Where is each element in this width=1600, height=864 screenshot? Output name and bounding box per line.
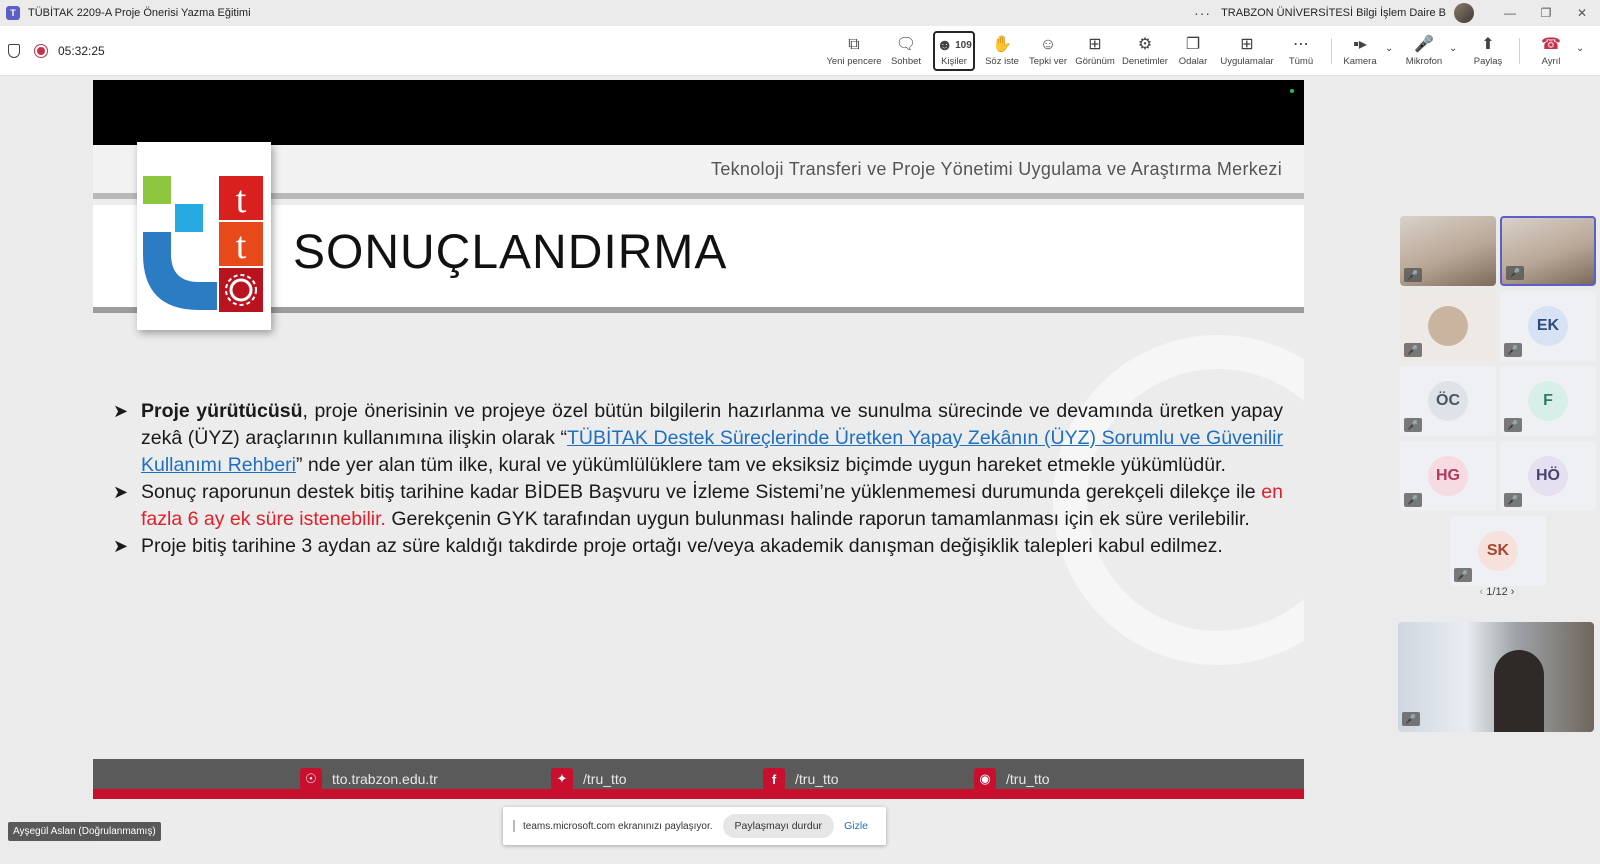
- slide-header-band: [93, 145, 1304, 199]
- participant-initials: HÖ: [1528, 456, 1568, 496]
- drag-handle-icon[interactable]: [513, 820, 515, 832]
- mic-muted-icon: 🎤: [1504, 343, 1522, 357]
- self-video-tile[interactable]: [1398, 622, 1594, 732]
- footer-facebook: f /tru_tto: [763, 768, 839, 790]
- participant-tile[interactable]: [1400, 291, 1496, 361]
- add-app-icon: ⊞: [1240, 35, 1254, 53]
- participant-tile[interactable]: [1450, 516, 1546, 586]
- meeting-timer: 05:32:25: [58, 44, 105, 58]
- participant-initials: EK: [1528, 306, 1568, 346]
- organization-name[interactable]: TRABZON ÜNİVERSİTESİ Bilgi İşlem Daire B: [1221, 7, 1446, 19]
- camera-button[interactable]: ▪▸ Kamera: [1343, 35, 1377, 67]
- close-button[interactable]: ✕: [1576, 6, 1588, 20]
- rooms-button[interactable]: ❐ Odalar: [1178, 35, 1208, 67]
- recording-icon: [34, 44, 48, 58]
- share-screen-icon: ⬆: [1481, 35, 1495, 53]
- mic-options-chevron-icon[interactable]: ⌄: [1449, 43, 1458, 54]
- participant-video-tile[interactable]: [1400, 216, 1496, 286]
- view-button[interactable]: ⊞ Görünüm: [1075, 35, 1115, 67]
- mic-muted-icon: 🎤: [1402, 712, 1420, 726]
- person-icon: ☻: [936, 36, 954, 54]
- status-dot: [1290, 89, 1294, 93]
- next-page-icon[interactable]: ›: [1510, 586, 1515, 598]
- rooms-icon: ❐: [1185, 35, 1201, 53]
- mic-muted-icon: 🎤: [1504, 418, 1522, 432]
- leave-button[interactable]: ☎ Ayrıl: [1541, 35, 1561, 67]
- bullet-item: ➤ Proje bitiş tarihine 3 aydan az süre kaldığı takdirde proje ortağı ve/veya akademik danışman değişiklik talepleri kabul edilmez.: [113, 533, 1283, 560]
- stop-sharing-button[interactable]: Paylaşmayı durdur: [723, 814, 835, 838]
- ellipsis-icon: ⋯: [1293, 35, 1309, 53]
- screen-share-bar: [503, 807, 886, 845]
- slide-footer: [93, 759, 1304, 799]
- people-count: 109: [955, 39, 972, 51]
- arrow-bullet-icon: ➤: [113, 536, 129, 556]
- more-options-icon[interactable]: ···: [1194, 5, 1212, 21]
- center-name: Teknoloji Transferi ve Proje Yönetimi Uygulama ve Araştırma Merkezi: [711, 159, 1282, 179]
- mic-muted-icon: 🎤: [1454, 568, 1472, 582]
- share-button[interactable]: ⬆ Paylaş: [1473, 35, 1503, 67]
- participant-initials: F: [1528, 381, 1568, 421]
- hang-up-icon: ☎: [1541, 35, 1561, 53]
- tto-logo: [137, 142, 271, 330]
- slide-title: SONUÇLANDIRMA: [293, 226, 728, 279]
- chat-button[interactable]: 🗨 Sohbet: [890, 35, 922, 67]
- globe-icon: ☉: [300, 768, 322, 790]
- raise-hand-button[interactable]: ✋ Söz iste: [985, 35, 1019, 67]
- gallery-pager: [1467, 586, 1527, 598]
- participant-initials: HG: [1428, 456, 1468, 496]
- bullet-item: ➤ Proje yürütücüsü, proje önerisinin ve projeye özel bütün bilgilerin hazırlanma ve sunulma sürecinde ve devamında üretken yapay zekâ (ÜYZ) araçlarının kullanımına ilişkin olarak “TÜBİTAK Destek Süreçlerinde Üretken Yapay Zekânın (ÜYZ) Sorumlu ve Güvenilir Kullanımı Rehberi” nde yer alan tüm ilke, kural ve yükümlülüklere tam ve eksiksiz biçimde uygun hareket etmekle yükümlüdür.: [113, 400, 1284, 476]
- pop-out-icon: ⧉: [848, 35, 860, 53]
- bullet-list: [113, 398, 1283, 560]
- react-button[interactable]: ☺ Tepki ver: [1028, 35, 1067, 67]
- highlight-text: en fazla 6 ay ek süre istenebilir.: [141, 481, 1283, 530]
- mic-muted-icon: 🎤: [1504, 493, 1522, 507]
- more-button[interactable]: ⋯ Tümü: [1288, 35, 1314, 67]
- microphone-muted-icon: 🎤: [1414, 35, 1434, 53]
- tto-logo-graphic: [137, 142, 271, 330]
- shared-screen: [93, 80, 1304, 864]
- controls-button[interactable]: ⚙ Denetimler: [1122, 35, 1168, 67]
- participant-video-tile[interactable]: [1500, 216, 1596, 286]
- video-camera-icon: ▪▸: [1353, 35, 1367, 53]
- mic-muted-icon: 🎤: [1404, 418, 1422, 432]
- people-button[interactable]: ☻ 109 Kişiler: [933, 31, 975, 71]
- facebook-icon: f: [763, 768, 785, 790]
- presenter-name-tag: Ayşegül Aslan (Doğrulanmamış): [8, 822, 161, 841]
- previous-page-icon[interactable]: ‹: [1479, 586, 1484, 598]
- minimize-button[interactable]: —: [1504, 6, 1516, 20]
- restore-button[interactable]: ❐: [1540, 6, 1552, 20]
- footer-web: ☉ tto.trabzon.edu.tr: [300, 768, 438, 790]
- participant-tile[interactable]: [1500, 291, 1596, 361]
- participant-initials: SK: [1478, 531, 1518, 571]
- participant-tile[interactable]: [1500, 366, 1596, 436]
- participant-photo-avatar: [1428, 306, 1468, 346]
- hand-icon: ✋: [992, 35, 1012, 53]
- shield-icon: [8, 44, 20, 58]
- twitter-icon: ✦: [551, 768, 573, 790]
- share-message: teams.microsoft.com ekranınızı paylaşıyor.: [523, 820, 713, 832]
- footer-twitter: ✦ /tru_tto: [551, 768, 627, 790]
- slide-title-band: [93, 205, 1304, 313]
- guideline-link[interactable]: TÜBİTAK Destek Süreçlerinde Üretken Yapay Zekânın (ÜYZ) Sorumlu ve Güvenilir Kullanımı Rehberi: [141, 427, 1284, 476]
- hide-button[interactable]: Gizle: [844, 820, 868, 832]
- footer-instagram: ◉ /tru_tto: [974, 768, 1050, 790]
- participant-tile[interactable]: [1400, 441, 1496, 511]
- leave-options-chevron-icon[interactable]: ⌄: [1576, 43, 1585, 54]
- window-title: TÜBİTAK 2209-A Proje Önerisi Yazma Eğitimi: [28, 7, 251, 19]
- mic-muted-icon: 🎤: [1404, 343, 1422, 357]
- mic-muted-icon: 🎤: [1506, 266, 1524, 280]
- logo-letter: t: [235, 179, 247, 221]
- bullet-item: ➤ Sonuç raporunun destek bitiş tarihine kadar BİDEB Başvuru ve İzleme Sistemi’ne yüklenmemesi durumunda gerekçeli dilekçe ile en fazla 6 ay ek süre istenebilir. Gerekçenin GYK tarafından uygun bulunması halinde raporun tamamlanması için ek süre verilebilir.: [113, 481, 1283, 530]
- camera-options-chevron-icon[interactable]: ⌄: [1385, 43, 1394, 54]
- participant-initials: ÖC: [1428, 381, 1468, 421]
- participant-tile[interactable]: [1500, 441, 1596, 511]
- controls-icon: ⚙: [1137, 35, 1153, 53]
- slide-top-bar: [93, 80, 1304, 145]
- mic-muted-icon: 🎤: [1404, 268, 1422, 282]
- logo-letter: t: [235, 225, 247, 267]
- microphone-button[interactable]: 🎤 Mikrofon: [1405, 35, 1443, 67]
- new-window-button[interactable]: ⧉ Yeni pencere: [826, 35, 882, 67]
- page-indicator: 1/12: [1486, 586, 1508, 598]
- arrow-bullet-icon: ➤: [113, 401, 129, 421]
- mic-muted-icon: 🎤: [1404, 493, 1422, 507]
- user-avatar[interactable]: [1454, 3, 1474, 23]
- arrow-bullet-icon: ➤: [113, 482, 129, 502]
- toolbar-divider: [1331, 38, 1332, 64]
- teams-app-icon: T: [6, 6, 20, 20]
- meeting-toolbar: [0, 26, 1600, 76]
- toolbar-divider: [1519, 38, 1520, 64]
- self-video-person: [1494, 650, 1544, 732]
- smiley-icon: ☺: [1039, 35, 1057, 53]
- chat-icon: 🗨: [895, 35, 917, 53]
- apps-button[interactable]: ⊞ Uygulamalar: [1220, 35, 1274, 67]
- window-titlebar: [0, 0, 1600, 26]
- instagram-icon: ◉: [974, 768, 996, 790]
- grid-view-icon: ⊞: [1088, 35, 1102, 53]
- participant-tile[interactable]: [1400, 366, 1496, 436]
